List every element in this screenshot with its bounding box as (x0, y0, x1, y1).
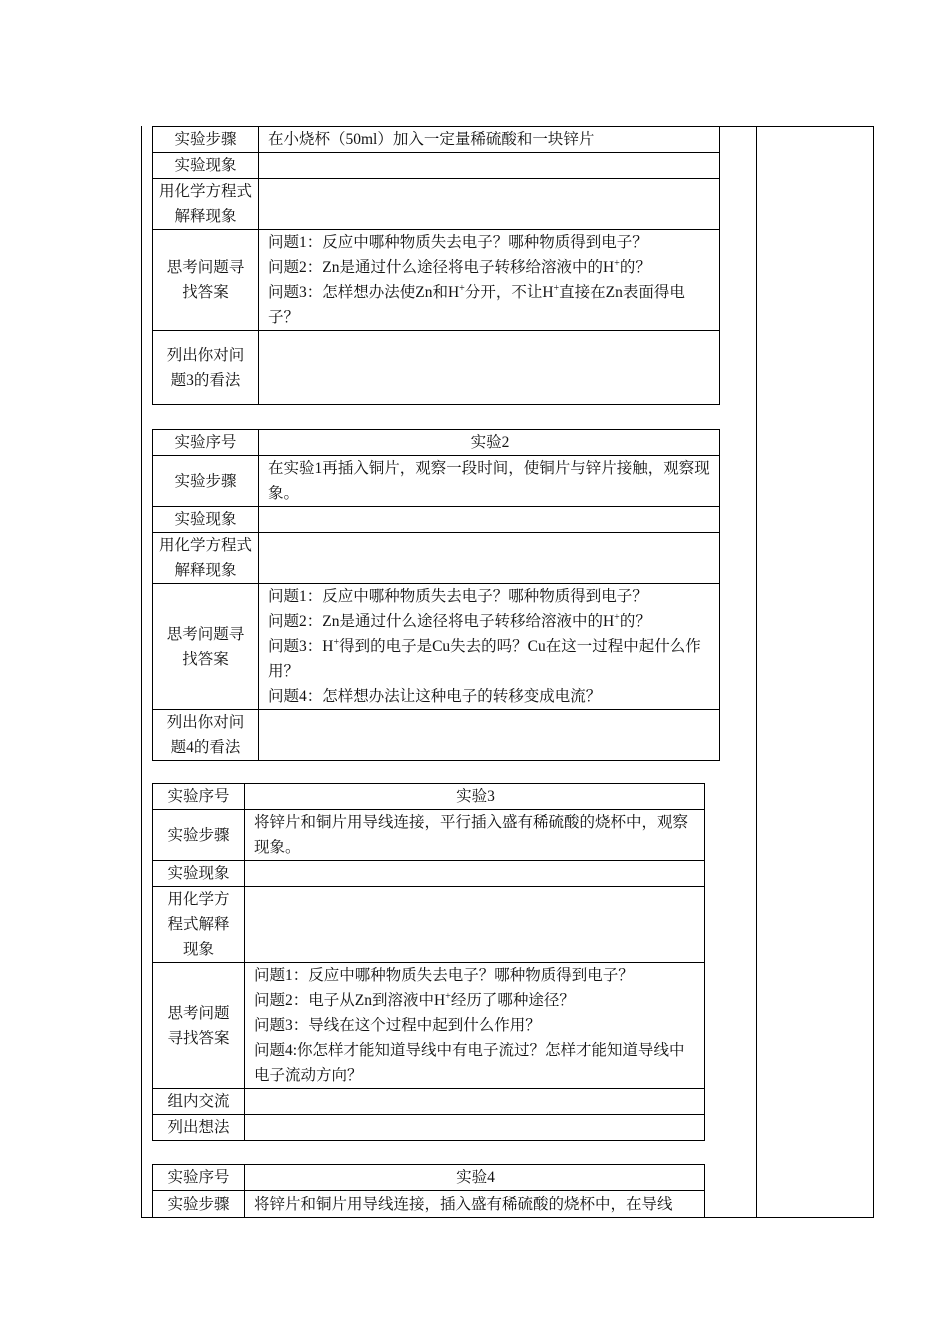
question-1: 问题1：反应中哪种物质失去电子？哪种物质得到电子？ (268, 588, 648, 605)
table-row (153, 861, 705, 887)
table-row (153, 963, 705, 1089)
row-label: 组内交流 (153, 1089, 245, 1115)
question-3 (268, 280, 712, 330)
table-row (153, 584, 720, 710)
table-row (153, 1089, 705, 1115)
outer-frame-left-line (141, 126, 142, 1218)
table-row (153, 331, 720, 405)
answer-cell[interactable] (259, 533, 720, 584)
row-label: 实验现象 (153, 153, 259, 179)
answer-cell[interactable] (259, 179, 720, 230)
answer-cell[interactable] (259, 710, 720, 761)
answer-cell[interactable] (245, 1089, 705, 1115)
row-label: 用化学方程式解释现象 (153, 887, 245, 963)
questions-cell (245, 963, 705, 1089)
row-label: 实验现象 (153, 861, 245, 887)
question-2 (254, 988, 697, 1013)
row-label: 思考问题寻找答案 (153, 584, 259, 710)
experiment-1-table (152, 126, 720, 405)
table-row (153, 507, 720, 533)
outer-frame-top-line (718, 126, 874, 127)
header-label: 实验序号 (153, 784, 245, 810)
table-row (153, 430, 720, 456)
questions-cell (259, 584, 720, 710)
row-label: 实验现象 (153, 507, 259, 533)
row-label: 思考问题寻找答案 (153, 963, 245, 1089)
superscript: + (333, 637, 340, 648)
row-label: 实验步骤 (153, 127, 259, 153)
step-content: 将锌片和铜片用导线连接，插入盛有稀硫酸的烧杯中，在导线 (245, 1191, 705, 1218)
table-row (153, 784, 705, 810)
question-2-text: 问题2：电子从Zn到溶液中H (254, 992, 446, 1009)
questions-cell (259, 230, 720, 331)
table-row (153, 153, 720, 179)
question-3-mid: 分开，不让H (464, 284, 554, 301)
superscript: + (459, 283, 465, 294)
experiment-3-table (152, 783, 705, 1141)
superscript: + (445, 991, 451, 1002)
question-3-tail: 得到的电子是Cu失去的吗？Cu在这一过程中起什么作用？ (268, 638, 701, 680)
question-3-tail: 直接在Zn表面得电子？ (268, 284, 685, 326)
table-row (153, 810, 705, 861)
table-row (153, 533, 720, 584)
question-4: 问题4:你怎样才能知道导线中有电子流过？怎样才能知道导线中电子流动方向？ (254, 1042, 685, 1084)
table-row (153, 1115, 705, 1141)
question-3-text: 问题3：怎样想办法使Zn和H (268, 284, 460, 301)
experiment-number: 实验3 (245, 784, 705, 810)
row-label: 用化学方程式解释现象 (153, 179, 259, 230)
question-2 (268, 609, 712, 634)
row-label: 实验步骤 (153, 1191, 245, 1218)
header-label: 实验序号 (153, 430, 259, 456)
question-2-text: 问题2：Zn是通过什么途径将电子转移给溶液中的H (268, 259, 615, 276)
question-2-text: 问题2：Zn是通过什么途径将电子转移给溶液中的H (268, 613, 615, 630)
answer-cell[interactable] (259, 507, 720, 533)
question-2-tail: 经历了哪种途径？ (450, 992, 575, 1009)
question-1: 问题1：反应中哪种物质失去电子？哪种物质得到电子？ (254, 967, 634, 984)
table-row (153, 179, 720, 230)
row-label: 列出你对问题3的看法 (153, 331, 259, 405)
outer-frame-right-line (873, 126, 874, 1218)
question-3-text: 问题3：H (268, 638, 334, 655)
question-1: 问题1：反应中哪种物质失去电子？哪种物质得到电子？ (268, 234, 648, 251)
step-content: 在实验1再插入铜片，观察一段时间，使铜片与锌片接触，观察现象。 (259, 456, 720, 507)
answer-cell[interactable] (259, 153, 720, 179)
question-2-tail: 的？ (619, 259, 651, 276)
step-content: 在小烧杯（50ml）加入一定量稀硫酸和一块锌片 (259, 127, 720, 153)
experiment-number: 实验2 (259, 430, 720, 456)
experiment-2-table (152, 429, 720, 761)
step-content: 将锌片和铜片用导线连接，平行插入盛有稀硫酸的烧杯中，观察现象。 (245, 810, 705, 861)
table-row (153, 1165, 705, 1191)
answer-cell[interactable] (259, 331, 720, 405)
experiment-number: 实验4 (245, 1165, 705, 1191)
superscript: + (614, 612, 620, 623)
question-2 (268, 255, 712, 280)
header-label: 实验序号 (153, 1165, 245, 1191)
answer-cell[interactable] (245, 861, 705, 887)
row-label: 实验步骤 (153, 456, 259, 507)
answer-cell[interactable] (245, 1115, 705, 1141)
question-2-tail: 的？ (619, 613, 651, 630)
row-label: 实验步骤 (153, 810, 245, 861)
row-label: 列出想法 (153, 1115, 245, 1141)
question-3: 问题3：导线在这个过程中起到什么作用？ (254, 1017, 541, 1034)
superscript: + (553, 283, 560, 294)
answer-cell[interactable] (245, 887, 705, 963)
table-row (153, 456, 720, 507)
outer-frame-mid-line (756, 126, 757, 1218)
table-row (153, 887, 705, 963)
question-3 (268, 634, 712, 684)
experiment-4-table (152, 1164, 705, 1218)
table-row (153, 710, 720, 761)
row-label: 用化学方程式解释现象 (153, 533, 259, 584)
row-label: 思考问题寻找答案 (153, 230, 259, 331)
table-row (153, 127, 720, 153)
question-4: 问题4：怎样想办法让这种电子的转移变成电流？ (268, 688, 602, 705)
table-row (153, 1191, 705, 1218)
superscript: + (614, 258, 620, 269)
table-row (153, 230, 720, 331)
row-label: 列出你对问题4的看法 (153, 710, 259, 761)
